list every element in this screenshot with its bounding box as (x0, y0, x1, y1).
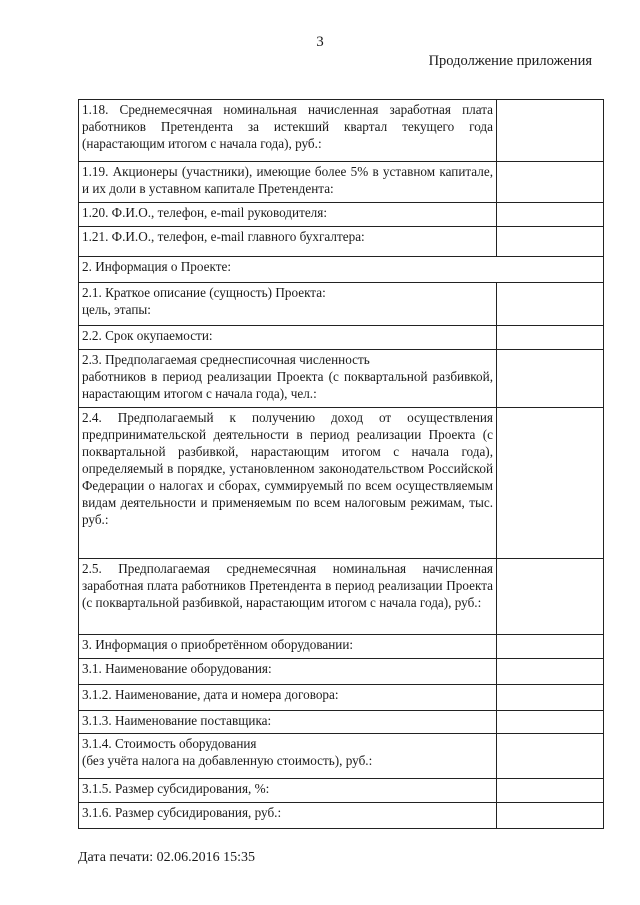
row-label-2-5: 2.5. Предполагаемая среднемесячная номинальная начисленная заработная плата работников Претендента в период реализации Проекта (с поквартальной разбивкой, нарастающим итогом с начала года), руб.: (79, 559, 497, 635)
row-label-1-18: 1.18. Среднемесячная номинальная начисленная заработная плата работников Претендента за истекший квартал текущего года (нарастающим итогом с начала года), руб.: (79, 100, 497, 162)
table-row (79, 350, 604, 408)
table-row (79, 162, 604, 203)
row-label-3: 3. Информация о приобретённом оборудовании: (79, 635, 497, 659)
row-label-3-1-5: 3.1.5. Размер субсидирования, %: (79, 779, 497, 803)
table-row (79, 803, 604, 829)
section-heading-project: 2. Информация о Проекте: (79, 257, 604, 283)
row-value-1-21[interactable] (497, 227, 604, 257)
continuation-note: Продолжение приложения (428, 53, 592, 69)
table-row (79, 779, 604, 803)
row-label-3-1: 3.1. Наименование оборудования: (79, 659, 497, 685)
table-row (79, 635, 604, 659)
table-row (79, 659, 604, 685)
row-value-3-1-5[interactable] (497, 779, 604, 803)
row-value-2-2[interactable] (497, 326, 604, 350)
row-value-3[interactable] (497, 635, 604, 659)
table-row (79, 559, 604, 635)
row-value-1-18[interactable] (497, 100, 604, 162)
row-label-3-1-3: 3.1.3. Наименование поставщика: (79, 711, 497, 734)
row-label-2-1: 2.1. Краткое описание (сущность) Проекта: цель, этапы: (79, 283, 497, 326)
row-label-3-1-4: 3.1.4. Стоимость оборудования (без учёта налога на добавленную стоимость), руб.: (79, 734, 497, 779)
table-row (79, 408, 604, 559)
table-row (79, 283, 604, 326)
row-value-2-4[interactable] (497, 408, 604, 559)
section-row (79, 257, 604, 283)
row-value-3-1-4[interactable] (497, 734, 604, 779)
page-number: 3 (316, 34, 324, 50)
row-value-3-1[interactable] (497, 659, 604, 685)
row-label-2-3: 2.3. Предполагаемая среднесписочная численность работников в период реализации Проекта (с поквартальной разбивкой, нарастающим итогом с начала года), чел.: (79, 350, 497, 408)
row-value-3-1-2[interactable] (497, 685, 604, 711)
row-label-1-20: 1.20. Ф.И.О., телефон, e-mail руководителя: (79, 203, 497, 227)
table-row (79, 685, 604, 711)
row-value-2-5[interactable] (497, 559, 604, 635)
row-value-3-1-6[interactable] (497, 803, 604, 829)
row-label-1-21: 1.21. Ф.И.О., телефон, e-mail главного бухгалтера: (79, 227, 497, 257)
row-label-3-1-6: 3.1.6. Размер субсидирования, руб.: (79, 803, 497, 829)
row-value-2-3[interactable] (497, 350, 604, 408)
row-label-1-19: 1.19. Акционеры (участники), имеющие более 5% в уставном капитале, и их доли в уставном капитале Претендента: (79, 162, 497, 203)
table-row (79, 203, 604, 227)
row-value-1-20[interactable] (497, 203, 604, 227)
row-label-2-4: 2.4. Предполагаемый к получению доход от осуществления предпринимательской деятельности в период реализации Проекта (с поквартальной разбивкой, нарастающим итогом с начала года), определяемый в порядке, установленном законодательством Российской Федерации о налогах и сборах, суммируемый по всем осуществляемым видам деятельности и применяемым по всем налоговым режимам, тыс. руб.: (79, 408, 497, 559)
table-row (79, 326, 604, 350)
application-form-table (78, 99, 604, 829)
print-date: Дата печати: 02.06.2016 15:35 (78, 850, 256, 865)
table-row (79, 100, 604, 162)
row-label-2-2: 2.2. Срок окупаемости: (79, 326, 497, 350)
row-value-3-1-3[interactable] (497, 711, 604, 734)
row-value-1-19[interactable] (497, 162, 604, 203)
row-value-2-1[interactable] (497, 283, 604, 326)
row-label-3-1-2: 3.1.2. Наименование, дата и номера договора: (79, 685, 497, 711)
table-row (79, 227, 604, 257)
table-row (79, 734, 604, 779)
table-row (79, 711, 604, 734)
